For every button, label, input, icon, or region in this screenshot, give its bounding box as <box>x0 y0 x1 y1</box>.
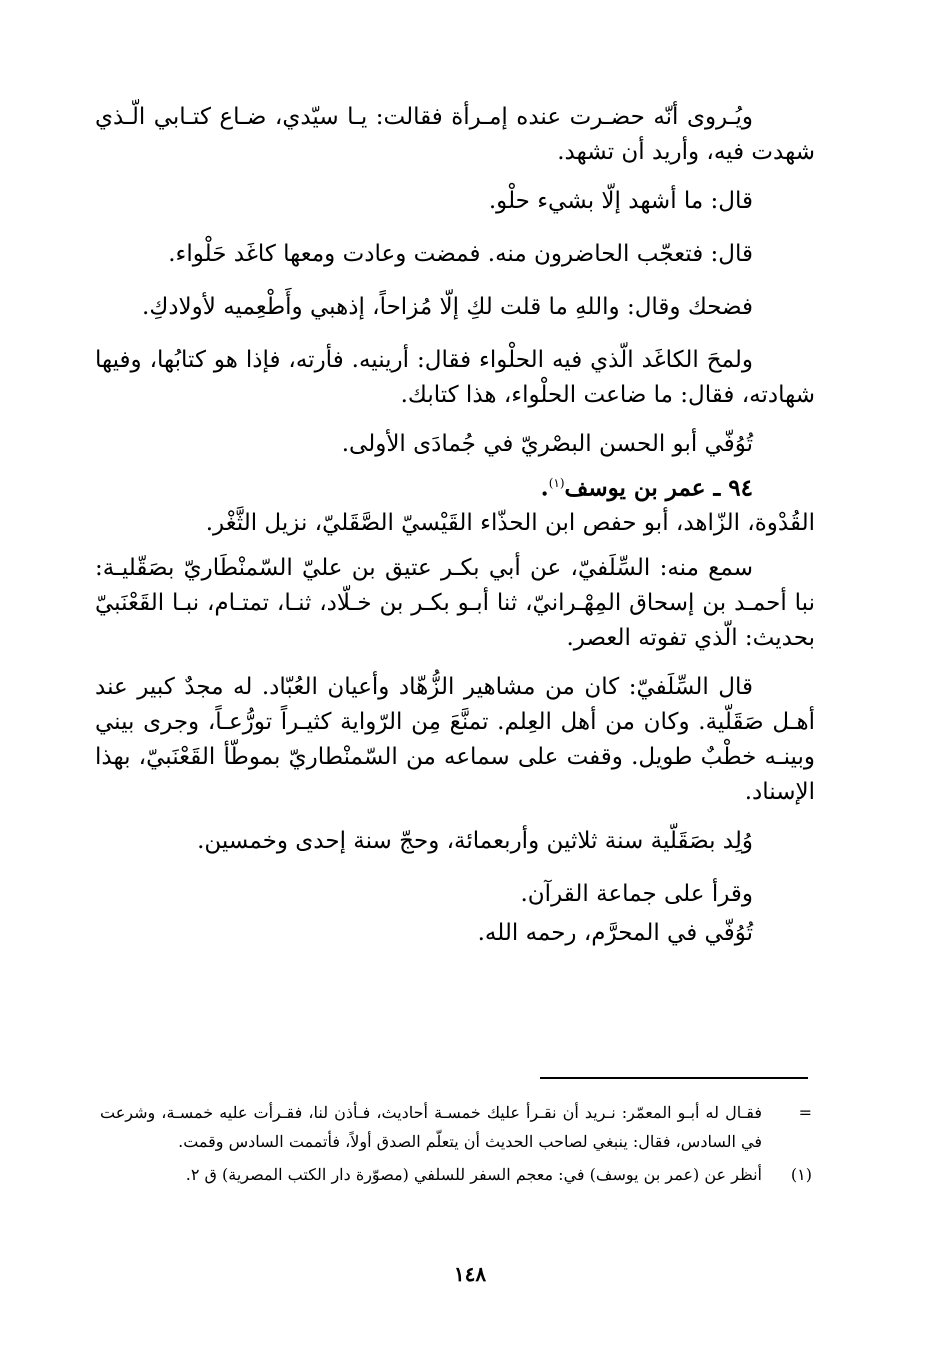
entry-heading <box>95 466 815 506</box>
footnote-marker: = <box>798 1103 812 1122</box>
paragraph: ويُـروى أنّه حضـرت عنده إمـرأة فقالت: يـا سيّدي، ضـاع كتـابي الّـذي شهدت فيه، وأريد أن تشهد. <box>95 104 815 165</box>
footnotes <box>100 1098 812 1193</box>
footnote <box>100 1160 812 1189</box>
footnote <box>100 1098 812 1156</box>
main-text <box>95 100 815 965</box>
paragraph: وُلِد بصَقَلّية سنة ثلاثين وأربعمائة، وحجّ سنة إحدى وخمسين. <box>197 827 753 854</box>
footnote-text: أنظر عن (عمر بن يوسف) في: معجم السفر للسلفي (مصوّرة دار الكتب المصرية) ق ٢. <box>185 1165 762 1184</box>
footnote-reference: (١) <box>548 476 565 490</box>
paragraph: سمع منه: السِّلَفيّ، عن أبي بكـر عتيق بن عليّ السّمنْطَاريّ بصَقّليـة: نبا أحمـد بن إسحاق المِهْـرانيّ، ثنا أبـو بكـر بن خـلّاد، ثنـا، تمتـام، نبـا القَعْنَبيّ بحديث: الّذي تفوته العصر. <box>95 554 815 651</box>
entry-title-period: . <box>540 474 549 502</box>
paragraph: قال: فتعجّب الحاضرون منه. فمضت وعادت ومعها كاغَد حَلْواء. <box>168 241 753 267</box>
footnote-text: فقـال له أبـو المعمّر: نـريد أن نقـرأ عليك خمسـة أحاديث، فـأذن لنا، فقـرأت عليه خمسـة، وشرعت في السادس، فقال: ينبغي لصاحب الحديث أن يتعلّم الصدق أولاً، فأتممت السادس وقمت. <box>100 1103 762 1151</box>
entry-title: ٩٤ ـ عمر بن يوسف <box>564 474 753 502</box>
paragraph: تُوُفّي في المحرَّم، رحمه الله. <box>477 919 753 946</box>
paragraph: القُدْوة، الزّاهد، أبو حفص ابن الحذّاء القَيْسيّ الصَّقَليّ، نزيل الثَّغْر. <box>205 509 815 536</box>
paragraph: ولمحَ الكاغَد الّذي فيه الحلْواء فقال: أرينيه. فأرته، فإذا هو كتابُها، وفيها شهادته، فقال: ما ضاعت الحلْواء، هذا كتابك. <box>95 347 815 408</box>
footnote-marker: (١) <box>790 1165 812 1184</box>
paragraph: وقرأ على جماعة القرآن. <box>520 880 753 907</box>
paragraph: قال السِّلَفيّ: كان من مشاهير الزُّهّاد وأعيان العُبّاد. له مجدٌ كبير عند أهـل صَقَلّية. وكان من أهل العِلم. تمنَّعَ مِن الرّواية كثيـراً تورُّعـاً، وجرى بيني وبينـه خطْبٌ طويل. وقفت على سماعه من السّمنْطاريّ بموطّأ القَعْنَبيّ، بهذا الإسناد. <box>95 673 815 805</box>
paragraph: فضحك وقال: واللهِ ما قلت لكِ إلّا مُزاحاً، إذهبي وأَطْعِميه لأولادكِ. <box>142 294 753 320</box>
paragraph: تُوُفّي أبو الحسن البصْريّ في جُمادَى الأولى. <box>341 431 753 457</box>
footnote-separator <box>540 1077 808 1079</box>
paragraph: قال: ما أشهد إلّا بشيء حلْو. <box>488 188 753 214</box>
page-number: ١٤٨ <box>453 1262 487 1286</box>
